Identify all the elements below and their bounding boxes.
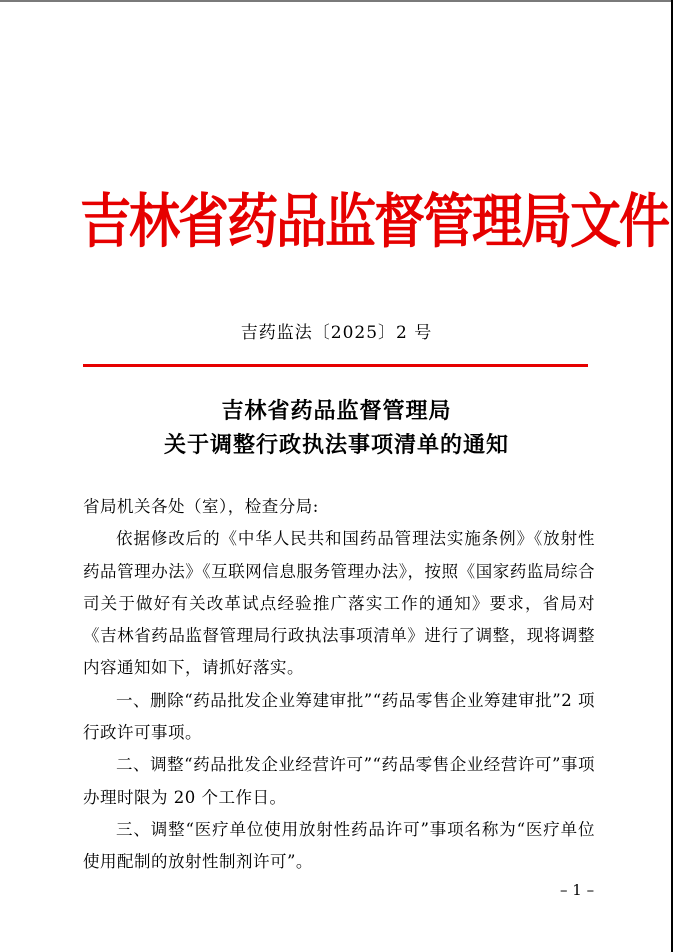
red-separator-line bbox=[83, 364, 588, 367]
body-paragraph-item-3: 三、调整“医疗单位使用放射性药品许可”事项名称为“医疗单位使用配制的放射性制剂许可”。 bbox=[83, 819, 595, 872]
document-title-line-1: 吉林省药品监督管理局 bbox=[221, 399, 452, 424]
page-number: – 1 – bbox=[560, 881, 595, 899]
salutation: 省局机关各处（室），检查分局: bbox=[83, 497, 319, 516]
page-top-border bbox=[0, 0, 673, 2]
body-paragraph-item-2: 二、调整“药品批发企业经营许可”“药品零售企业经营许可”事项办理时限为 20 个工作日。 bbox=[83, 755, 595, 807]
document-masthead: 吉林省药品监督管理局文件 bbox=[80, 188, 669, 257]
document-body bbox=[83, 491, 595, 879]
body-paragraph-intro: 依据修改后的《中华人民共和国药品管理法实施条例》《放射性药品管理办法》《互联网信息服务管理办法》，按照《国家药监局综合司关于做好有关改革试点经验推广落实工作的通知》要求，省局对《吉林省药品监督管理局行政执法事项清单》进行了调整，现将调整内容通知如下，请抓好落实。 bbox=[83, 529, 595, 678]
body-paragraph-item-1: 一、删除“药品批发企业筹建审批”“药品零售企业筹建审批”2 项行政许可事项。 bbox=[83, 690, 595, 743]
document-number: 吉药监法〔2025〕2 号 bbox=[240, 323, 433, 343]
document-title-line-2: 关于调整行政执法事项清单的通知 bbox=[163, 433, 509, 458]
